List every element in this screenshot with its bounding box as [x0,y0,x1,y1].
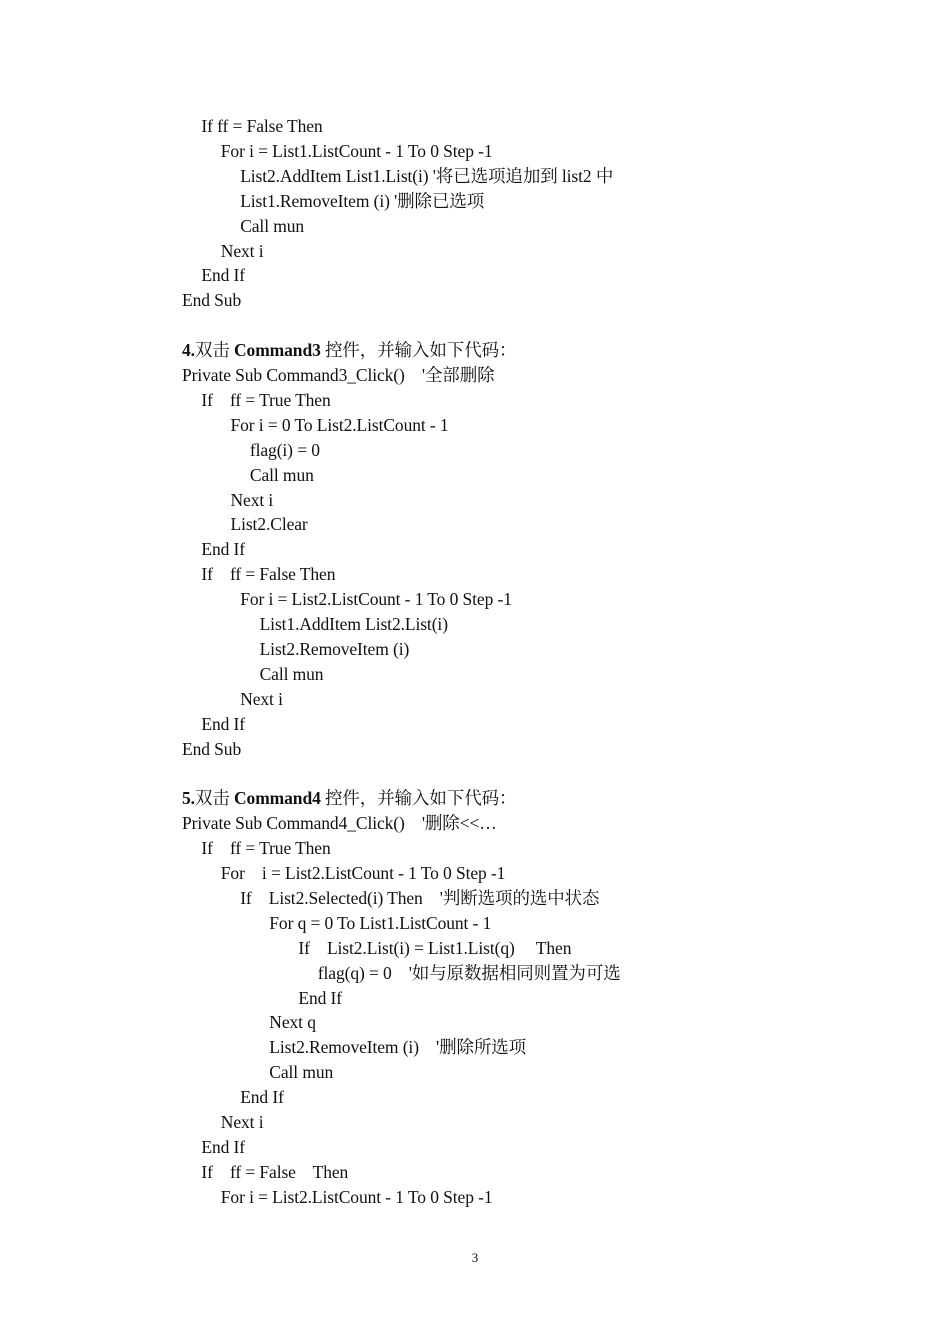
code-line: Private Sub Command4_Click() '删除<<… [182,813,497,834]
code-line: List2.AddItem List1.List(i) '将已选项追加到 list2 中 [240,165,614,186]
code-line: flag(i) = 0 [249,439,320,460]
code-line: End If [201,265,246,286]
code-line: If ff = False Then [201,1161,349,1182]
code-line: If ff = True Then [201,389,331,410]
code-line: End If [201,539,246,560]
heading-control-name: Command4 [234,788,321,809]
code-line: End If [240,1087,284,1108]
section-heading [182,338,516,362]
code-line: End Sub [182,290,242,311]
code-line: Private Sub Command3_Click() '全部删除 [182,365,495,385]
code-line: End Sub [182,738,242,759]
code-line: Call mun [249,464,314,485]
heading-control-name: Command3 [234,340,321,361]
heading-number: 5. [182,788,195,809]
code-line: End If [201,713,246,734]
section-heading [182,786,516,810]
code-line: For i = List2.ListCount - 1 To 0 Step -1 [220,1186,493,1207]
code-line: End If [201,1136,246,1157]
heading-text: 双击 [194,340,235,361]
code-line: For i = 0 To List2.ListCount - 1 [230,414,449,435]
code-line: For i = List2.ListCount - 1 To 0 Step -1 [240,589,512,610]
heading-text: 控件，并输入如下代码： [320,788,517,809]
code-line: List1.AddItem List2.List(i) [259,614,448,634]
heading-text: 控件，并输入如下代码： [320,340,517,361]
code-line: Next i [230,489,274,510]
code-line: Call mun [240,215,305,236]
code-line: List2.RemoveItem (i) [259,638,410,659]
heading-number: 4. [182,340,195,361]
heading-text: 双击 [194,788,235,809]
code-line: List2.RemoveItem (i) '删除所选项 [269,1037,527,1058]
code-line: Next q [269,1012,316,1033]
page-number: 3 [471,1250,479,1265]
code-line: If ff = False Then [201,564,336,585]
code-line: flag(q) = 0 '如与原数据相同则置为可选 [317,962,621,983]
code-line: If List2.Selected(i) Then '判断选项的选中状态 [240,887,600,908]
code-line: If ff = False Then [201,116,323,136]
code-line: For i = List2.ListCount - 1 To 0 Step -1 [220,863,506,883]
code-line: End If [298,987,343,1008]
code-line: Next i [240,688,283,709]
code-line: Call mun [259,663,324,684]
code-line: Next i [220,240,264,261]
code-line: For q = 0 To List1.ListCount - 1 [269,912,492,933]
code-line: If List2.List(i) = List1.List(q) Then [298,937,572,958]
code-line: Call mun [269,1062,334,1083]
code-line: List1.RemoveItem (i) '删除已选项 [240,190,485,211]
code-line: List2.Clear [230,514,308,535]
code-line: Next i [220,1112,264,1132]
code-line: If ff = True Then [201,838,331,859]
code-line: For i = List1.ListCount - 1 To 0 Step -1 [220,140,493,161]
